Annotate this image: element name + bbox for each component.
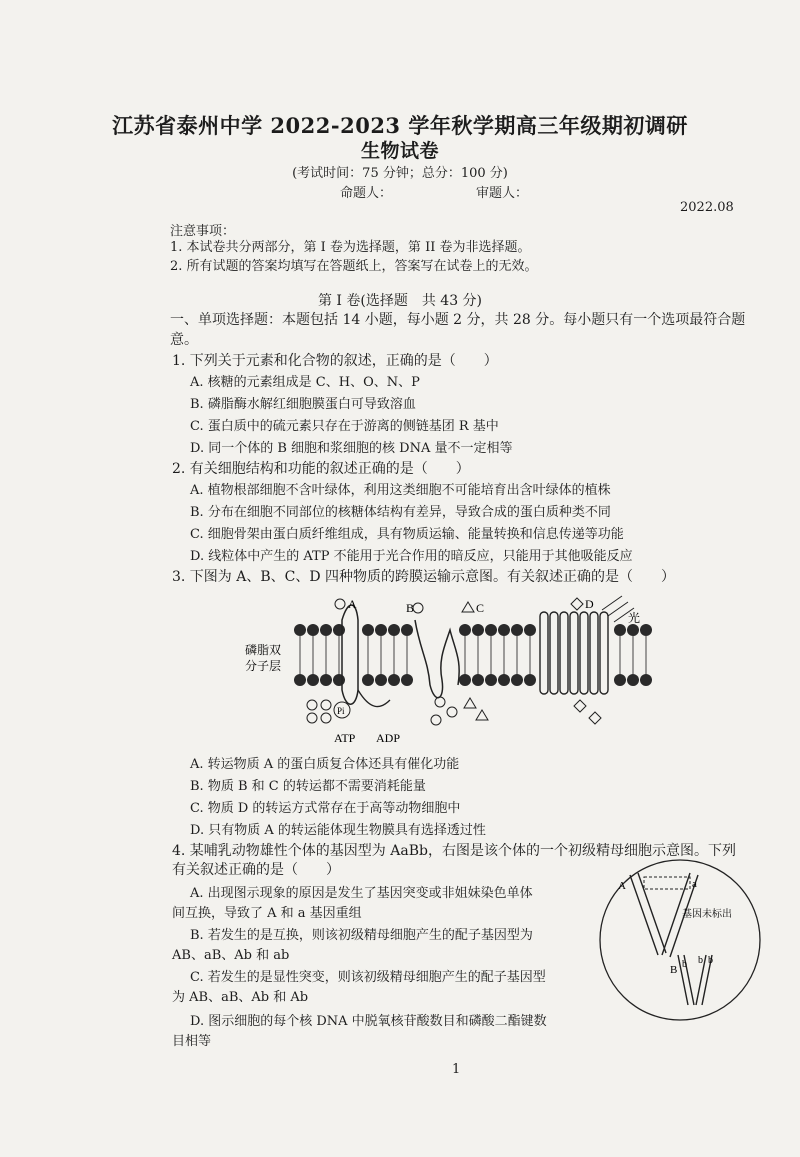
- question-4-stem-cont: 有关叙述正确的是（ ）: [172, 862, 340, 878]
- q4-option-a: A. 出现图示现象的原因是发生了基因突变或非姐妹染色单体: [190, 886, 533, 901]
- section-instruction-cont: 意。: [170, 332, 198, 348]
- setter-label: 命题人：: [340, 186, 393, 201]
- gene-label-B: B: [670, 964, 678, 976]
- q2-option-b: B. 分布在细胞不同部位的核糖体结构有差异，导致合成的蛋白质种类不同: [190, 505, 611, 520]
- molecule-d-icon: [571, 598, 583, 610]
- q1-option-a: A. 核糖的元素组成是 C、H、O、N、P: [190, 375, 420, 390]
- label-b: B: [406, 601, 415, 615]
- molecule-c-icon: [462, 602, 474, 612]
- q3-option-c: C. 物质 D 的转运方式常存在于高等动物细胞中: [190, 801, 461, 816]
- q4-option-d: D. 图示细胞的每个核 DNA 中脱氧核苷酸数目和磷酸二酯键数: [190, 1014, 547, 1029]
- exam-subject: 生物试卷: [360, 140, 439, 162]
- q4-option-d-cont: 目相等: [172, 1034, 212, 1049]
- gene-label-b: b: [682, 959, 687, 970]
- question-1-stem: 1. 下列关于元素和化合物的叙述，正确的是（ ）: [172, 353, 498, 369]
- q2-option-c: C. 细胞骨架由蛋白质纤维组成，具有物质运输、能量转换和信息传递等功能: [190, 527, 624, 542]
- label-c: C: [476, 601, 485, 615]
- label-pi: Pi: [337, 706, 345, 716]
- chromosomes: [630, 873, 712, 1005]
- q2-option-a: A. 植物根部细胞不含叶绿体，利用这类细胞不可能培育出含叶绿体的植株: [190, 483, 611, 498]
- pump-protein: [342, 605, 358, 704]
- q4-option-b-cont: AB、aB、Ab 和 ab: [172, 948, 290, 963]
- gene-note: 基因未标出: [682, 909, 732, 920]
- label-light: 光: [628, 611, 641, 625]
- reviewer-label: 审题人：: [476, 186, 529, 201]
- q2-option-d: D. 线粒体中产生的 ATP 不能用于光合作用的暗反应，只能用于其他吸能反应: [190, 549, 633, 564]
- q1-option-c: C. 蛋白质中的硫元素只存在于游离的侧链基团 R 基中: [190, 419, 499, 434]
- gene-label-b: b: [698, 955, 703, 966]
- exam-date: 2022.08: [680, 200, 734, 215]
- notice-heading: 注意事项：: [170, 224, 236, 239]
- crossover-box: [644, 877, 690, 889]
- gene-label-a: a: [692, 878, 697, 890]
- label-atp: ATP: [334, 731, 356, 745]
- q4-option-b: B. 若发生的是互换，则该初级精母细胞产生的配子基因型为: [190, 928, 533, 943]
- membrane-transport-diagram: [230, 590, 670, 750]
- molecule-b-icon: [413, 603, 423, 613]
- molecule-a-icon: [335, 599, 345, 609]
- label-adp: ADP: [376, 731, 401, 745]
- part1-heading: 第 I 卷(选择题 共 43 分): [317, 293, 483, 309]
- page-number: 1: [452, 1062, 461, 1077]
- light-driven-protein: [540, 612, 608, 694]
- question-3-stem: 3. 下图为 A、B、C、D 四种物质的跨膜运输示意图。有关叙述正确的是（ ）: [172, 569, 676, 585]
- section-instruction: 一、单项选择题：本题包括 14 小题，每小题 2 分，共 28 分。每小题只有一个选项最符合题: [170, 312, 746, 328]
- pump-tail: [358, 690, 390, 707]
- q1-option-d: D. 同一个体的 B 细胞和浆细胞的核 DNA 量不一定相等: [190, 441, 513, 456]
- label-a: A: [348, 597, 357, 611]
- spermatocyte-diagram: [590, 855, 770, 1025]
- label-bilayer-2: 分子层: [245, 659, 282, 673]
- exam-info: (考试时间：75 分钟；总分：100 分): [292, 166, 508, 181]
- q3-option-b: B. 物质 B 和 C 的转运都不需要消耗能量: [190, 779, 426, 794]
- q3-option-a: A. 转运物质 A 的蛋白质复合体还具有催化功能: [190, 757, 460, 772]
- q1-option-b: B. 磷脂酶水解红细胞膜蛋白可导致溶血: [190, 397, 416, 412]
- molecules-inside: [307, 697, 601, 725]
- label-d: D: [585, 597, 594, 611]
- bilayer-tails: [300, 636, 646, 674]
- q4-option-c: C. 若发生的是显性突变，则该初级精母细胞产生的配子基因型: [190, 970, 546, 985]
- gene-label-A: A: [618, 880, 626, 892]
- q3-option-d: D. 只有物质 A 的转运能体现生物膜具有选择透过性: [190, 823, 486, 838]
- gene-label-b: b: [708, 955, 713, 966]
- label-bilayer-1: 磷脂双: [245, 643, 282, 657]
- exam-title: 江苏省泰州中学 2022-2023 学年秋学期高三年级期初调研: [112, 113, 688, 138]
- question-2-stem: 2. 有关细胞结构和功能的叙述正确的是（ ）: [172, 461, 470, 477]
- carrier-protein: [415, 620, 459, 698]
- q4-option-c-cont: 为 AB、aB、Ab 和 Ab: [172, 990, 309, 1005]
- notice-item: 1. 本试卷共分两部分，第 I 卷为选择题，第 II 卷为非选择题。: [170, 240, 531, 255]
- notice-item: 2. 所有试题的答案均填写在答题纸上，答案写在试卷上的无效。: [170, 259, 538, 274]
- q4-option-a-cont: 间互换，导致了 A 和 a 基因重组: [172, 906, 362, 921]
- question-4-stem: 4. 某哺乳动物雄性个体的基因型为 AaBb，右图是该个体的一个初级精母细胞示意图。下列: [172, 843, 736, 859]
